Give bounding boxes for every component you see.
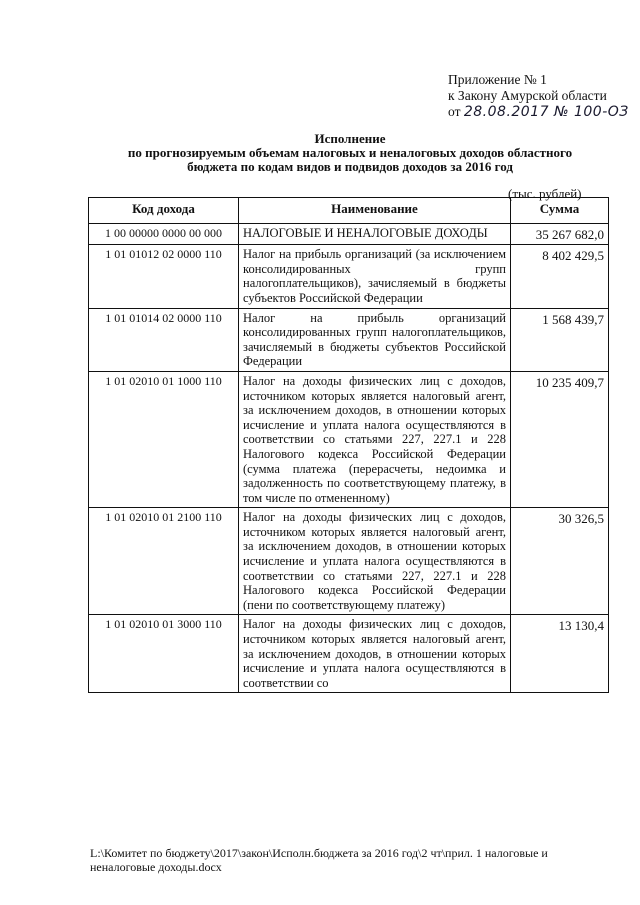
appendix-block [448,72,629,120]
title-line-1: Исполнение [314,131,386,146]
title-line-3: бюджета по кодам видов и подвидов доходов за 2016 год [187,159,513,174]
table-row [89,308,609,371]
revenue-table [88,197,609,693]
income-sum: 1 568 439,7 [511,308,609,371]
income-sum: 35 267 682,0 [511,223,609,245]
income-code: 1 01 02010 01 1000 110 [89,371,239,507]
income-name: Налог на доходы физических лиц с доходов, источником которых является налоговый агент, за исключением доходов, в отношении которых исчисление и уплата налога осуществляются в соответствии со статьями 227, 227.1 и 228 Налогового кодекса Российской Федерации (пени по соответствующему платежу) [239,508,511,615]
income-name: Налог на прибыль организаций (за исключением консолидированных групп налогоплательщиков), зачисляемый в бюджеты субъектов Российской Федерации [239,245,511,308]
income-code: 1 00 00000 0000 00 000 [89,223,239,245]
table-row [89,371,609,507]
table-row [89,245,609,308]
income-sum: 10 235 409,7 [511,371,609,507]
income-sum: 13 130,4 [511,615,609,693]
income-code: 1 01 02010 01 2100 110 [89,508,239,615]
income-name: Налог на доходы физических лиц с доходов, источником которых является налоговый агент, за исключением доходов, в отношении которых исчисление и уплата налога осуществляются в соответствии со статьями 227, 227.1 и 228 Налогового кодекса Российской Федерации (сумма платежа (перерасчеты, недоимка и задолженность по соответствующему платежу, в том числе по отмененному) [239,371,511,507]
table-row [89,508,609,615]
income-code: 1 01 02010 01 3000 110 [89,615,239,693]
income-sum: 8 402 429,5 [511,245,609,308]
appendix-line-3 [448,104,629,120]
file-path-footer: L:\Комитет по бюджету\2017\закон\Исполн.бюджета за 2016 год\2 чт\прил. 1 налоговые и неналоговые доходы.docx [90,846,548,874]
table-header-row [89,198,609,224]
appendix-date-prefix: от [448,104,461,119]
column-header-name: Наименование [239,198,511,224]
column-header-code: Код дохода [89,198,239,224]
income-name: НАЛОГОВЫЕ И НЕНАЛОГОВЫЕ ДОХОДЫ [239,223,511,245]
column-header-sum: Сумма [511,198,609,224]
unit-label: (тыс. рублей) [508,186,582,201]
income-code: 1 01 01012 02 0000 110 [89,245,239,308]
income-name: Налог на доходы физических лиц с доходов, источником которых является налоговый агент, за исключением доходов, в отношении которых исчисление и уплата налога осуществляются в соответствии со [239,615,511,693]
income-name: Налог на прибыль организаций консолидированных групп налогоплательщиков, зачисляемый в бюджеты субъектов Российской Федерации [239,308,511,371]
table-row [89,615,609,693]
income-code: 1 01 01014 02 0000 110 [89,308,239,371]
table-row [89,223,609,245]
handwritten-date-number: 28.08.2017 № 100-ОЗ [463,104,629,120]
income-sum: 30 326,5 [511,508,609,615]
title-line-2: по прогнозируемым объемам налоговых и неналоговых доходов областного [127,145,573,160]
document-title [90,132,610,174]
appendix-line-1: Приложение № 1 [448,72,547,87]
appendix-line-2: к Закону Амурской области [448,88,607,103]
